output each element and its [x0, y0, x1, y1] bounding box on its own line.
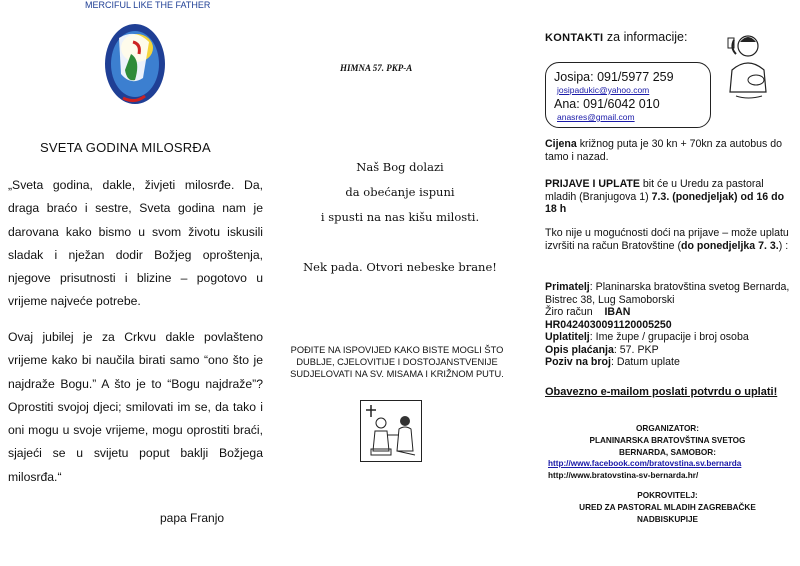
contacts-suffix: za informacije: — [603, 30, 688, 44]
contact-box — [545, 62, 711, 128]
hymn-line: Naš Bog dolazi — [356, 160, 444, 174]
price-label: Cijena — [545, 138, 577, 150]
payee-text: : Planinarska bratovština svetog Bernarda, Bistrec 38, Lug Samoborski — [545, 281, 790, 306]
signup-info — [545, 178, 790, 216]
contacts-label: KONTAKTI — [545, 32, 604, 44]
patron-name: NADBISKUPIJE — [637, 515, 698, 524]
jubilee-logo — [85, 0, 211, 126]
price-text: križnog puta je 30 kn + 70kn za autobus do tamo i nazad. — [545, 138, 783, 163]
signup-when: 7.3. (ponedjeljak) od 16 do 18 h — [545, 190, 785, 215]
confession-notice: POĐITE NA ISPOVIJED KAKO BISTE MOGLI ŠTO DUBLJE, CJELOVITIJE I DOSTOJANSTVENIJE SUDJELOVATI NA SV. MISAMA I KRIŽNOM PUTU. — [290, 345, 504, 379]
iban-label: IBAN — [604, 306, 631, 318]
quote-signature: papa Franjo — [160, 511, 225, 525]
hymn-title: HIMNA 57. PKP-A — [340, 63, 413, 73]
payment-details — [545, 281, 790, 369]
payee-label: Primatelj — [545, 281, 590, 293]
account-label: Žiro račun — [545, 306, 593, 318]
signup-label: PRIJAVE I UPLATE — [545, 178, 640, 190]
description-row — [545, 344, 790, 357]
description-label: Opis plaćanja — [545, 343, 614, 356]
description-text: : 57. PKP — [613, 343, 659, 356]
facebook-link[interactable]: http://www.facebook.com/bratovstina.sv.bernarda — [548, 459, 742, 468]
quote-paragraph-1: „Sveta godina, dakle, živjeti milosrđe. Da, draga braćo i sestre, Sveta godina nam je darovana kako bismo u svom životu iskusili sladak i nježan dodir Božjeg oproštenja, njegove prisutnosti i blizine – pogotovo u vrijeme najveće potrebe. — [8, 178, 263, 309]
contact-email-link[interactable]: josipadukic@yahoo.com — [557, 85, 650, 95]
hymn-line: i spusti na nas kišu milosti. — [320, 210, 480, 224]
payer-row — [545, 331, 790, 344]
signup-text: bit će u Uredu za pastoral mladih (Branjugova 1) — [545, 178, 764, 203]
phone-person-illustration — [718, 30, 776, 102]
organizer-heading: ORGANIZATOR: — [636, 424, 699, 433]
payment-deadline: do ponedjeljka 7. 3. — [681, 239, 779, 252]
contacts-heading — [545, 30, 687, 44]
remote-payment-text: Tko nije u mogućnosti doći na prijave – može uplatu izvršiti na račun Bratovštine ( — [545, 227, 789, 252]
patron-heading: POKROVITELJ: — [637, 491, 698, 500]
payer-text: : Ime župe / grupacije i broj osoba — [589, 331, 749, 343]
hymn-line: da obećanje ispuni — [345, 185, 455, 199]
contact-email-link[interactable]: anasres@gmail.com — [557, 112, 635, 122]
page-title: SVETA GODINA MILOSRĐA — [40, 140, 211, 155]
confirmation-notice: Obavezno e-mailom poslati potvrdu o uplati! — [545, 386, 778, 398]
payer-label: Uplatitelj — [545, 331, 590, 343]
remote-payment-info — [545, 227, 790, 252]
patron-name: URED ZA PASTORAL MLADIH ZAGREBAČKE — [579, 503, 756, 512]
payee-row — [545, 281, 790, 306]
remote-payment-end: ) : — [778, 239, 789, 252]
account-row — [545, 306, 790, 319]
reference-row — [545, 356, 790, 369]
reference-text: : Datum uplate — [610, 356, 680, 368]
logo-motto: MERCIFUL LIKE THE FATHER — [85, 0, 211, 10]
reference-label: Poziv na broj — [545, 356, 611, 368]
quote-paragraph-2: Ovaj jubilej je za Crkvu dakle povlašteno vrijeme kako bi naučila birati samo “ono što je najdraže Bogu.” A što je to “Bogu najdraže”? Oprostiti svojoj djeci; smilovati im se, da tako i oni mogu u svoje vrijeme, mogu oprostiti braći, sjajeći se u svijetu poput baklji Božjega milosrđa.“ — [8, 330, 263, 484]
contact-phone: Josipa: 091/5977 259 — [554, 70, 674, 84]
price-info — [545, 138, 790, 163]
hymn-line: Nek pada. Otvori nebeske brane! — [303, 260, 497, 274]
organizer-name: BERNARDA, SAMOBOR: — [619, 448, 716, 457]
confession-illustration — [360, 400, 422, 462]
website-link[interactable]: http://www.bratovstina-sv-bernarda.hr/ — [548, 471, 699, 480]
contact-phone: Ana: 091/6042 010 — [554, 97, 660, 111]
iban-value: HR0424030091120005250 — [545, 318, 672, 331]
organizer-name: PLANINARSKA BRATOVŠTINA SVETOG — [589, 436, 746, 445]
